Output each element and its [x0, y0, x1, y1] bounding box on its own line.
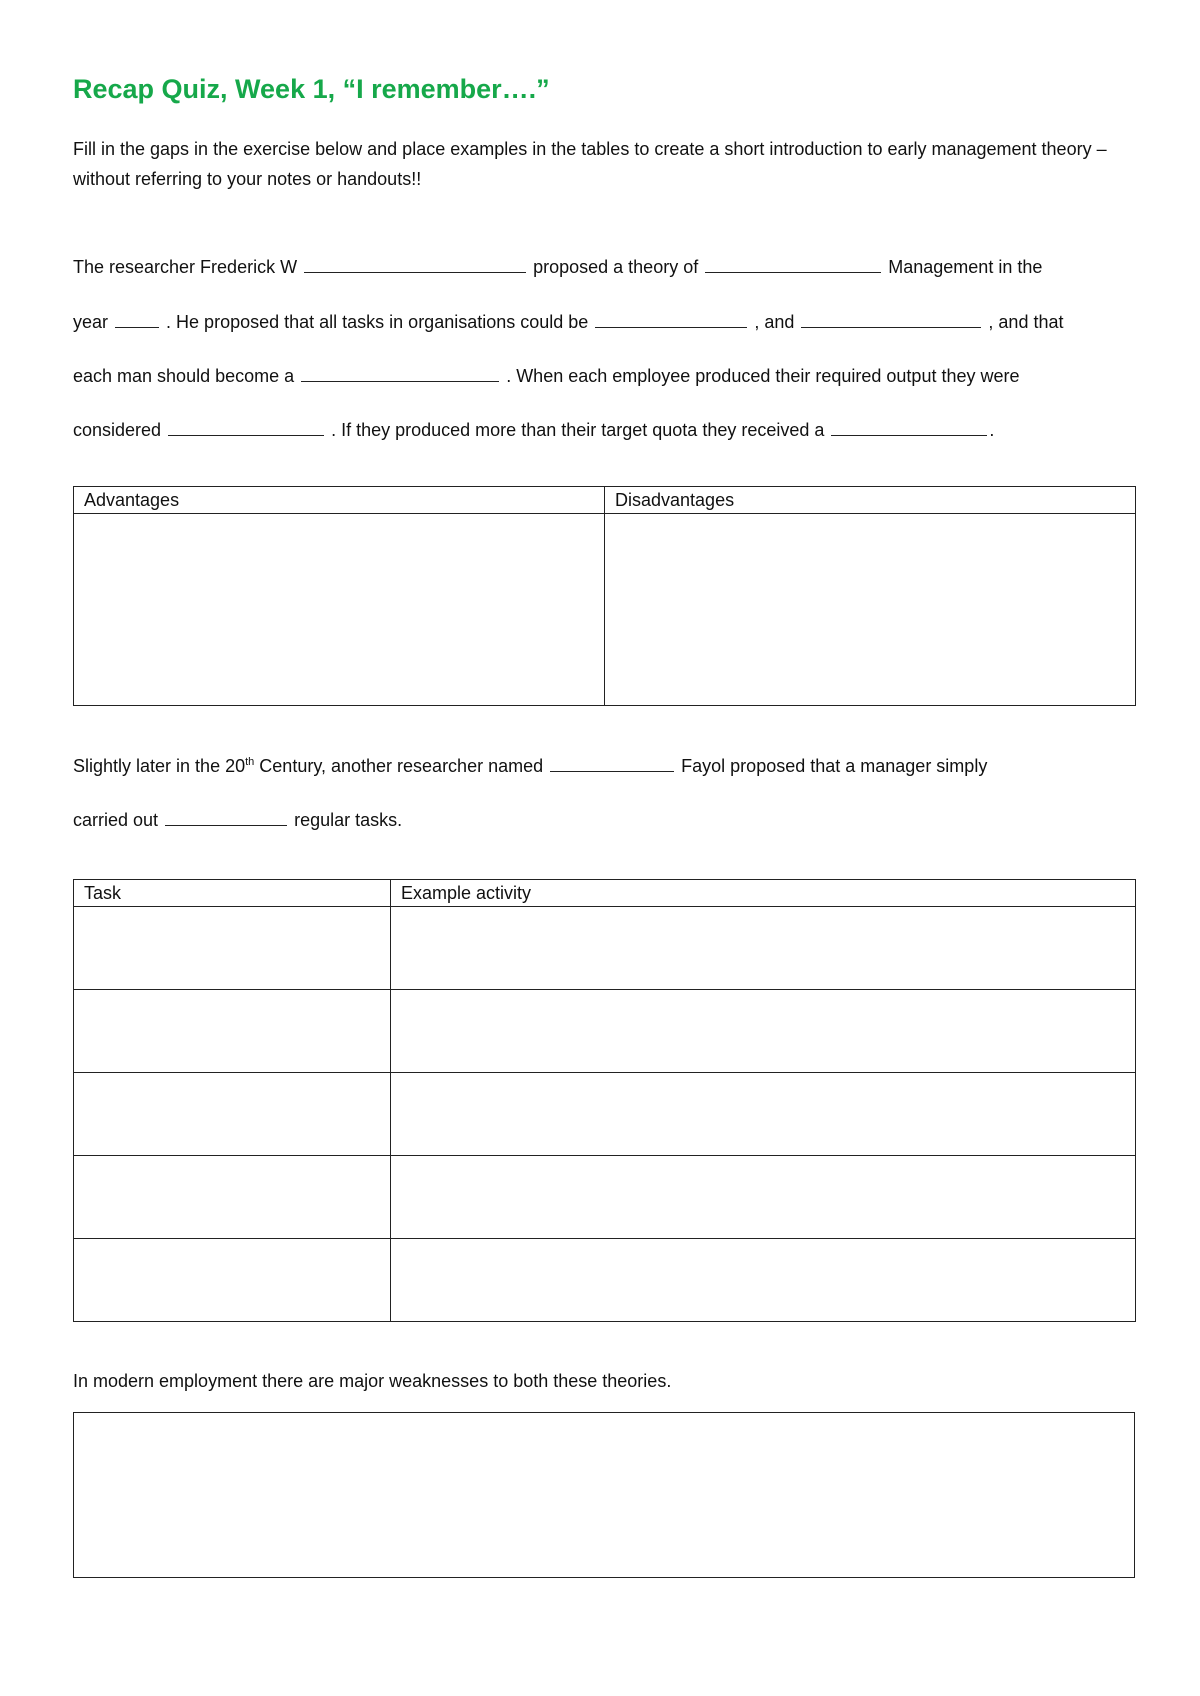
gap-blank-surname[interactable]: [304, 254, 526, 273]
gap-text: .: [989, 420, 995, 440]
gap-line-5: [73, 753, 987, 779]
gap-blank-fayol-firstname[interactable]: [550, 753, 674, 772]
gap-text: . He proposed that all tasks in organisations could be: [166, 312, 589, 332]
gap-blank-considered[interactable]: [168, 417, 324, 436]
gap-line-2: [73, 309, 1063, 335]
example-activity-cell[interactable]: [391, 990, 1136, 1073]
table-row: [74, 1239, 1136, 1322]
gap-blank-task-quality-1[interactable]: [595, 309, 747, 328]
task-cell[interactable]: [74, 1073, 391, 1156]
gap-text: , and: [754, 312, 795, 332]
table-row: [74, 907, 1136, 990]
table-row: [74, 990, 1136, 1073]
table-header-row: [74, 880, 1136, 907]
gap-text: , and that: [988, 312, 1064, 332]
gap-text: carried out: [73, 810, 159, 830]
gap-text: year: [73, 312, 109, 332]
example-activity-cell[interactable]: [391, 1239, 1136, 1322]
table-header-row: [74, 487, 1136, 514]
example-activity-cell[interactable]: [391, 1073, 1136, 1156]
disadvantages-header: Disadvantages: [605, 487, 1136, 514]
gap-blank-reward[interactable]: [831, 417, 987, 436]
example-activity-header: Example activity: [391, 880, 1136, 907]
tasks-table: [73, 879, 1136, 1322]
gap-text: Management in the: [888, 257, 1043, 277]
gap-line-4: [73, 417, 994, 443]
gap-line-6: [73, 807, 402, 833]
task-cell[interactable]: [74, 907, 391, 990]
closing-text: In modern employment there are major weaknesses to both these theories.: [73, 1371, 672, 1391]
gap-text: Fayol proposed that a manager simply: [681, 756, 988, 776]
gap-text: . When each employee produced their required output they were: [506, 366, 1020, 386]
table-row: [74, 514, 1136, 706]
gap-text: each man should become a: [73, 366, 295, 386]
gap-line-1: [73, 254, 1042, 280]
example-activity-cell[interactable]: [391, 1156, 1136, 1239]
gap-blank-worker-role[interactable]: [301, 363, 499, 382]
gap-line-3: [73, 363, 1020, 389]
example-activity-cell[interactable]: [391, 907, 1136, 990]
task-cell[interactable]: [74, 1156, 391, 1239]
page-title: Recap Quiz, Week 1, “I remember….”: [73, 74, 550, 104]
task-cell[interactable]: [74, 990, 391, 1073]
gap-text: proposed a theory of: [533, 257, 699, 277]
gap-text: considered: [73, 420, 162, 440]
advantages-header: Advantages: [74, 487, 605, 514]
gap-text: Slightly later in the 20th Century, another researcher named: [73, 756, 544, 776]
gap-blank-task-count[interactable]: [165, 807, 287, 826]
task-cell[interactable]: [74, 1239, 391, 1322]
advantages-cell[interactable]: [74, 514, 605, 706]
gap-blank-management-type[interactable]: [705, 254, 881, 273]
table-row: [74, 1073, 1136, 1156]
gap-text: regular tasks.: [294, 810, 403, 830]
gap-text: . If they produced more than their target quota they received a: [331, 420, 825, 440]
task-header: Task: [74, 880, 391, 907]
instructions-text: Fill in the gaps in the exercise below and place examples in the tables to create a short introduction to early management theory – without referring to your notes or handouts!!: [73, 139, 1107, 189]
disadvantages-cell[interactable]: [605, 514, 1136, 706]
gap-blank-task-quality-2[interactable]: [801, 309, 981, 328]
gap-blank-year[interactable]: [115, 309, 159, 328]
table-row: [74, 1156, 1136, 1239]
gap-text: The researcher Frederick W: [73, 257, 298, 277]
advantages-table: [73, 486, 1136, 706]
weaknesses-answer-box[interactable]: [73, 1412, 1135, 1578]
